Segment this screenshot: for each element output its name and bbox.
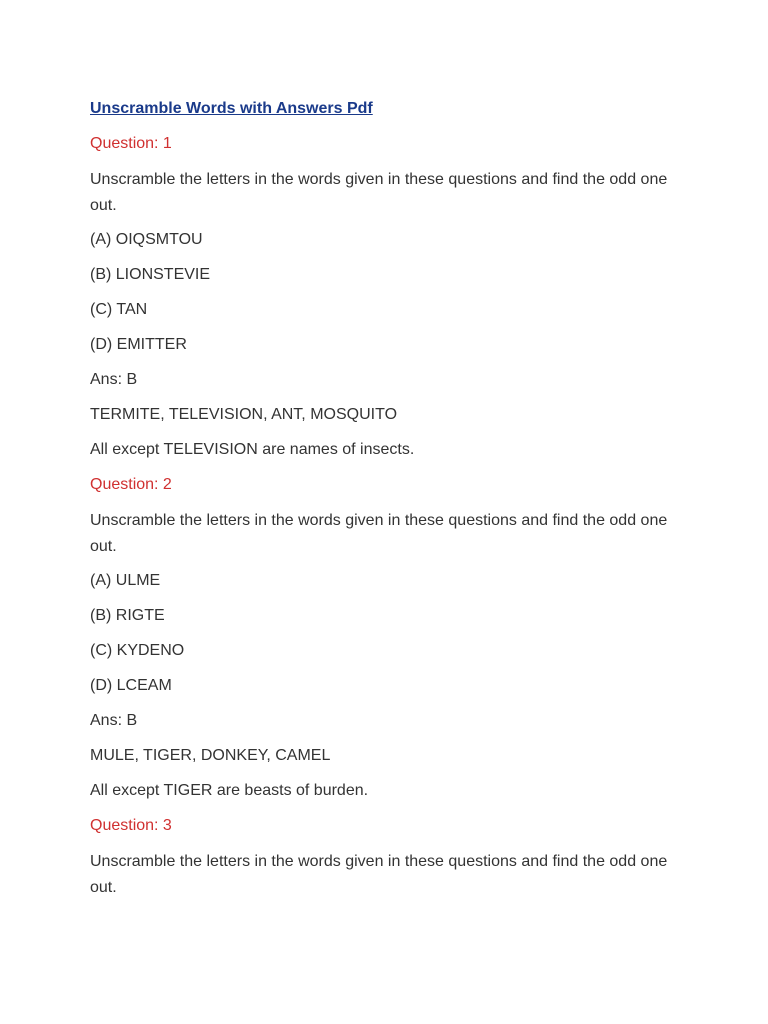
option-d: (D) EMITTER: [90, 336, 187, 353]
option-d: (D) LCEAM: [90, 677, 172, 694]
question-prompt: Unscramble the letters in the words given in these questions and find the odd one out.: [90, 512, 668, 555]
option-c: (C) KYDENO: [90, 642, 185, 659]
answer: Ans: B: [90, 371, 138, 388]
solution: MULE, TIGER, DONKEY, CAMEL: [90, 747, 331, 764]
option-a: (A) ULME: [90, 572, 161, 589]
solution: TERMITE, TELEVISION, ANT, MOSQUITO: [90, 406, 398, 423]
page-title[interactable]: Unscramble Words with Answers Pdf: [90, 100, 373, 117]
option-b: (B) RIGTE: [90, 607, 165, 624]
explanation: All except TIGER are beasts of burden.: [90, 782, 369, 799]
question-label: Question: 3: [90, 817, 172, 834]
question-prompt: Unscramble the letters in the words given in these questions and find the odd one out.: [90, 171, 668, 214]
answer: Ans: B: [90, 712, 138, 729]
question-prompt: Unscramble the letters in the words given in these questions and find the odd one out.: [90, 853, 668, 896]
document-page: [90, 97, 690, 910]
option-c: (C) TAN: [90, 301, 148, 318]
explanation: All except TELEVISION are names of insects.: [90, 441, 415, 458]
question-3: [90, 814, 690, 901]
question-label: Question: 1: [90, 135, 172, 152]
question-label: Question: 2: [90, 476, 172, 493]
question-1: [90, 132, 690, 462]
option-b: (B) LIONSTEVIE: [90, 266, 211, 283]
question-2: [90, 473, 690, 803]
option-a: (A) OIQSMTOU: [90, 231, 203, 248]
